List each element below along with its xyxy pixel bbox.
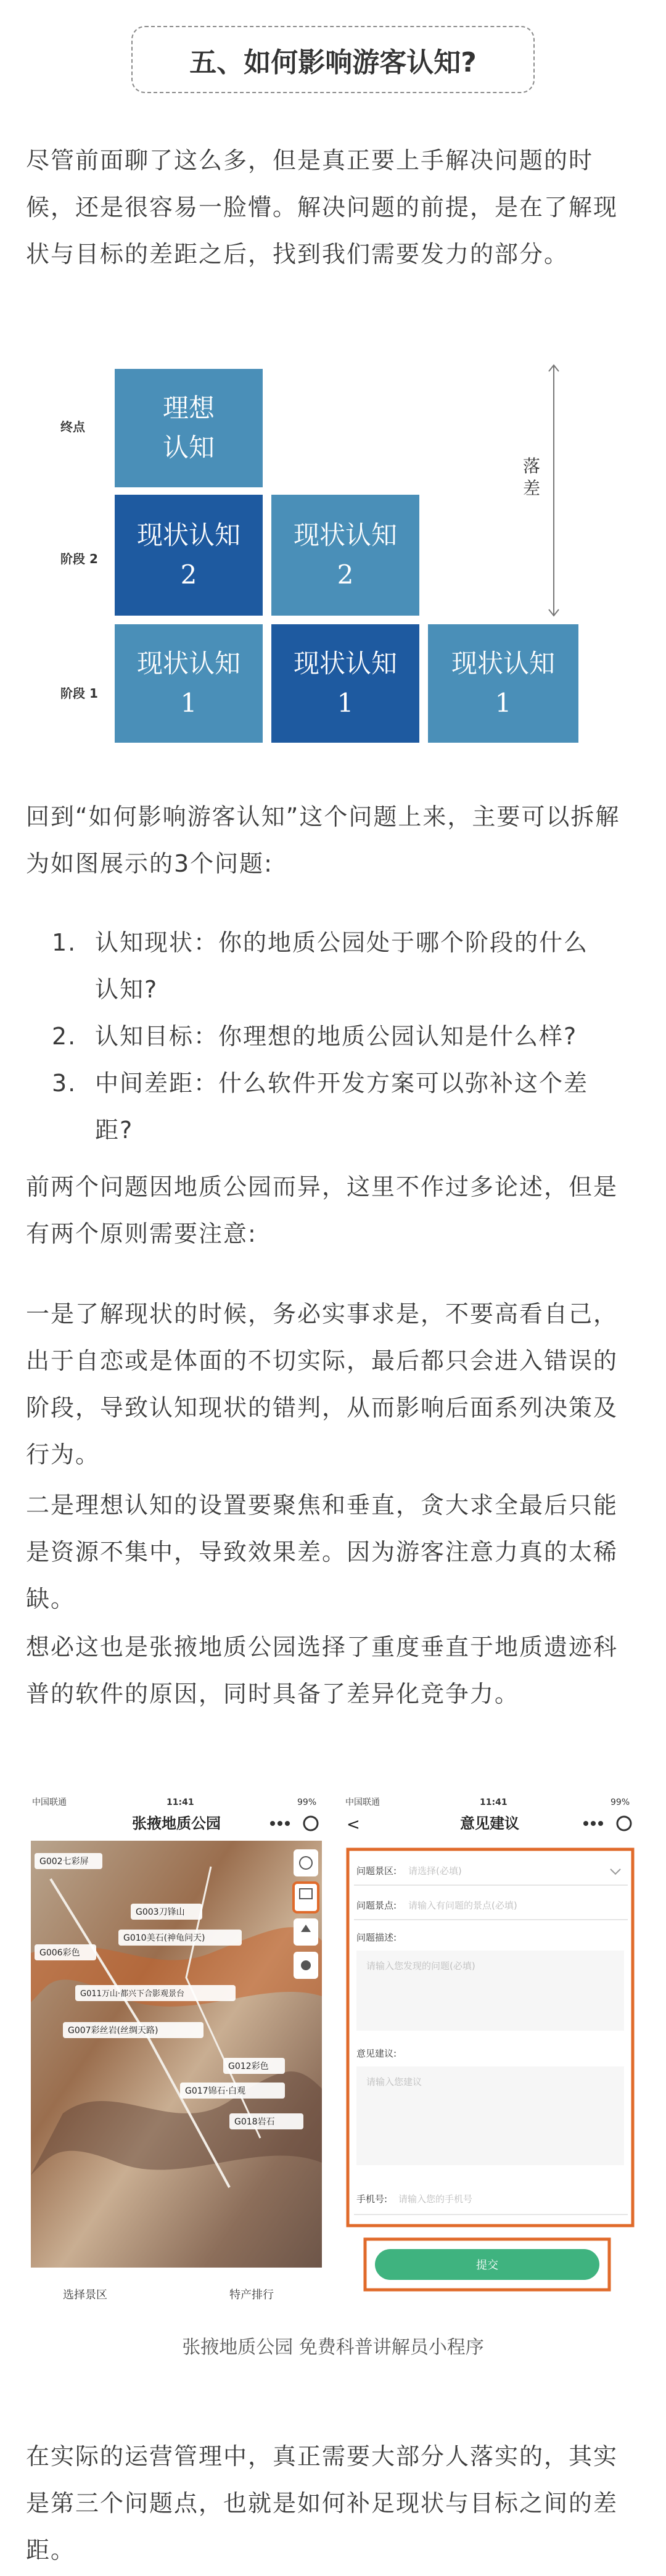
gap-arrow	[541, 363, 566, 622]
back-icon[interactable]: <	[347, 1815, 360, 1834]
spot-marker[interactable]: G002七彩屏	[39, 1857, 89, 1867]
spot-marker[interactable]: G017锦石·白观	[185, 2086, 246, 2096]
field-label: 手机号:	[356, 2194, 388, 2205]
spot-input[interactable]: 请输入有问题的景点(必填)	[408, 1900, 517, 1911]
cognition-gap-diagram	[60, 350, 606, 745]
spot-marker[interactable]: G018岩石	[234, 2117, 275, 2127]
phone-right-title: 意见建议	[460, 1815, 519, 1832]
feedback-tool-button[interactable]	[294, 1883, 318, 1912]
textarea-placeholder: 请输入您发现的问题(必填)	[366, 1960, 475, 1971]
paragraph-5: 二是理想认知的设置要聚焦和垂直，贪大求全最后只能是资源不集中，导致效果差。因为游客注意力真的太稀缺。	[26, 1492, 619, 1612]
label-stage-1: 阶段 1	[60, 686, 98, 701]
paragraph-3: 前两个问题因地质公园而异，这里不作过多论述，但是有两个原则需要注意:	[26, 1173, 619, 1247]
spot-marker[interactable]: G003刀锋山	[136, 1907, 185, 1917]
list-item: 1. 认知现状：你的地质公园处于哪个阶段的什么 认知?	[52, 929, 589, 1003]
spot-marker[interactable]: G010美石(神龟问天)	[123, 1933, 205, 1943]
field-label: 意见建议:	[356, 2048, 397, 2059]
field-label: 问题景点:	[356, 1900, 397, 1911]
cell-stage1-b: 现状认知 1	[271, 624, 419, 743]
paragraph-4: 一是了解现状的时候，务必实事求是，不要高看自己，出于自恋或是体面的不切实际，最后都只会进入错误的阶段，导致认知现状的错判，从而影响后面系列决策及行为。	[26, 1300, 619, 1468]
intro-paragraph: 尽管前面聊了这么多，但是真正要上手解决问题的时候，还是很容易一脸懵。解决问题的前提，是在了解现状与目标的差距之后，找到我们需要发力的部分。	[26, 147, 619, 268]
spot-marker[interactable]: G006彩色	[39, 1948, 80, 1958]
status-battery-right: 99%	[610, 1798, 630, 1807]
phone-left-map	[26, 1793, 327, 2316]
tab-specialty-ranking[interactable]: 特产排行	[229, 2289, 274, 2301]
cell-stage1-c: 现状认知 1	[428, 624, 578, 743]
field-label: 问题景区:	[356, 1865, 397, 1876]
paragraph-7: 在实际的运营管理中，真正需要大部分人落实的，其实是第三个问题点，也就是如何补足现状与目标之间的差距。	[26, 2443, 619, 2564]
submit-button-label: 提交	[476, 2259, 498, 2272]
image-caption: 张掖地质公园 免费科普讲解员小程序	[182, 2337, 484, 2358]
spot-marker[interactable]: G007彩丝岩(丝绸天路)	[68, 2026, 158, 2036]
label-endpoint: 终点	[60, 419, 85, 434]
more-menu-icon[interactable]	[270, 1821, 290, 1826]
status-carrier-right: 中国联通	[345, 1798, 380, 1807]
paragraph-2: 回到“如何影响游客认知”这个问题上来，主要可以拆解为如图展示的3个问题:	[26, 803, 620, 877]
more-menu-icon[interactable]	[583, 1821, 603, 1826]
miniprogram-screenshot	[26, 1793, 640, 2316]
locate-icon[interactable]	[301, 1960, 311, 1970]
status-battery-left: 99%	[297, 1798, 317, 1807]
cell-ideal-cognition: 理想 认知	[115, 369, 263, 487]
cell-stage2-b: 现状认知 2	[271, 495, 419, 616]
label-stage-2: 阶段 2	[60, 551, 98, 566]
paragraph-6: 想必这也是张掖地质公园选择了重度垂直于地质遗迹科普的软件的原因，同时具备了差异化竞争力。	[26, 1633, 619, 1707]
status-time-right: 11:41	[480, 1798, 508, 1807]
phone-right-feedback	[339, 1793, 640, 2316]
cell-stage2-a: 现状认知 2	[115, 495, 263, 616]
cell-stage1-a: 现状认知 1	[115, 624, 263, 743]
section-heading: 五、如何影响游客认知?	[131, 26, 535, 93]
spot-marker[interactable]: G012彩色	[228, 2062, 269, 2071]
scenic-select[interactable]: 请选择(必填)	[408, 1865, 462, 1876]
status-time-left: 11:41	[166, 1798, 194, 1807]
list-item: 3. 中间差距：什么软件开发方案可以弥补这个差 距?	[52, 1070, 589, 1144]
status-carrier-left: 中国联通	[32, 1798, 67, 1807]
phone-left-title: 张掖地质公园	[132, 1815, 221, 1832]
phone-input[interactable]: 请输入您的手机号	[398, 2194, 473, 2205]
list-item: 2. 认知目标：你理想的地质公园认知是什么样?	[52, 1023, 578, 1050]
field-label: 问题描述:	[356, 1932, 397, 1943]
label-gap: 落差	[523, 456, 541, 498]
spot-marker[interactable]: G011万山·都兴下合影观景台	[80, 1989, 185, 1999]
textarea-placeholder: 请输入您建议	[366, 2076, 422, 2087]
problem-list	[26, 919, 640, 1154]
tab-select-scenic[interactable]: 选择景区	[63, 2289, 107, 2301]
